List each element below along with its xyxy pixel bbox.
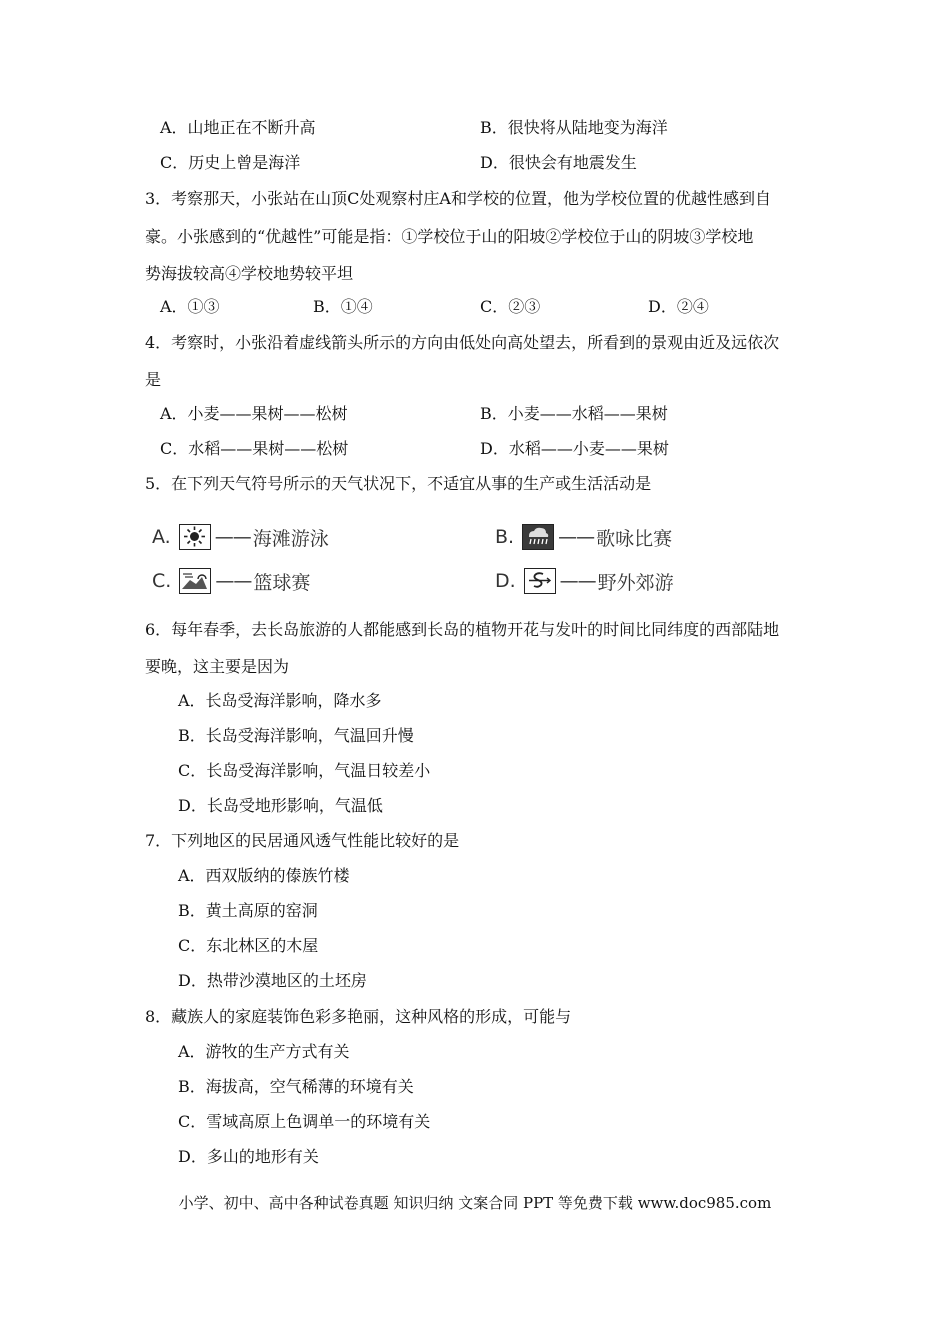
q8-option-d: D．多山的地形有关	[178, 1147, 319, 1166]
q5-option-c-label: C.	[152, 570, 172, 592]
q2-option-d: D．很快会有地震发生	[480, 153, 637, 172]
q7-option-d: D．热带沙漠地区的土坯房	[178, 971, 367, 990]
q3-option-d: D．②④	[648, 297, 709, 316]
q8-option-b: B．海拔高，空气稀薄的环境有关	[178, 1077, 414, 1096]
q3-option-b: B．①④	[313, 297, 373, 316]
q5-option-b-dash: ——	[558, 526, 595, 548]
q4-option-c: C．水稻——果树——松树	[160, 439, 349, 458]
q3-option-a: A．①③	[160, 297, 220, 316]
q5-option-b-label: B.	[495, 526, 515, 548]
q5-option-d-label: D.	[495, 570, 516, 592]
q5-option-c-dash: ——	[215, 570, 252, 592]
q3-stem-line-3: 势海拔较高④学校地势较平坦	[145, 264, 354, 283]
q6-option-a: A．长岛受海洋影响，降水多	[178, 691, 382, 710]
q6-option-c: C．长岛受海洋影响，气温日较差小	[178, 761, 431, 780]
q5-option-a-dash: ——	[214, 526, 251, 548]
sunny-icon	[179, 524, 211, 550]
sandstorm-icon	[179, 568, 211, 594]
q3-stem-line-1: 3．考察那天，小张站在山顶C处观察村庄A和学校的位置，他为学校位置的优越性感到自	[145, 189, 771, 208]
q2-option-c: C．历史上曾是海洋	[160, 153, 301, 172]
q8-option-c: C．雪域高原上色调单一的环境有关	[178, 1112, 431, 1131]
q5-option-a-text: 海滩游泳	[252, 527, 329, 550]
q5-option-b-text: 歌咏比赛	[596, 527, 673, 550]
q4-stem-line-1: 4．考察时，小张沿着虚线箭头所示的方向由低处向高处望去，所看到的景观由近及远依次	[145, 333, 780, 352]
q5-option-c	[152, 566, 310, 596]
q6-option-d: D．长岛受地形影响，气温低	[178, 796, 383, 815]
q5-option-b	[495, 522, 672, 552]
q5-option-a-label: A.	[152, 526, 171, 548]
q7-option-a: A．西双版纳的傣族竹楼	[178, 866, 350, 885]
q6-stem-line-2: 要晚，这主要是因为	[145, 657, 290, 676]
q5-option-c-text: 篮球赛	[253, 571, 311, 594]
q2-option-a: A．山地正在不断升高	[160, 118, 316, 137]
q3-stem-line-2: 豪。小张感到的“优越性”可能是指：①学校位于山的阳坡②学校位于山的阴坡③学校地	[145, 227, 754, 246]
q5-option-d-text: 野外郊游	[597, 571, 674, 594]
q4-option-a: A．小麦——果树——松树	[160, 404, 348, 423]
q4-stem-line-2: 是	[145, 370, 162, 389]
q4-option-b: B．小麦——水稻——果树	[480, 404, 668, 423]
page-footer: 小学、初中、高中各种试卷真题 知识归纳 文案合同 PPT 等免费下载 www.doc985.com	[178, 1194, 772, 1212]
q7-option-c: C．东北林区的木屋	[178, 936, 319, 955]
q7-option-b: B．黄土高原的窑洞	[178, 901, 318, 920]
q5-stem: 5．在下列天气符号所示的天气状况下，不适宜从事的生产或生活活动是	[145, 474, 652, 493]
dust-storm-icon	[524, 568, 556, 594]
q6-stem-line-1: 6．每年春季，去长岛旅游的人都能感到长岛的植物开花与发叶的时间比同纬度的西部陆地	[145, 620, 780, 639]
rain-cloud-icon	[522, 524, 554, 550]
q3-option-c: C．②③	[480, 297, 541, 316]
q5-option-d-dash: ——	[559, 570, 596, 592]
q5-option-a	[152, 522, 329, 552]
q4-option-d: D．水稻——小麦——果树	[480, 439, 669, 458]
q6-option-b: B．长岛受海洋影响，气温回升慢	[178, 726, 414, 745]
q2-option-b: B．很快将从陆地变为海洋	[480, 118, 668, 137]
q7-stem: 7．下列地区的民居通风透气性能比较好的是	[145, 831, 460, 850]
q8-stem: 8．藏族人的家庭装饰色彩多艳丽，这种风格的形成，可能与	[145, 1007, 572, 1026]
q5-option-d	[495, 566, 674, 596]
q8-option-a: A．游牧的生产方式有关	[178, 1042, 350, 1061]
